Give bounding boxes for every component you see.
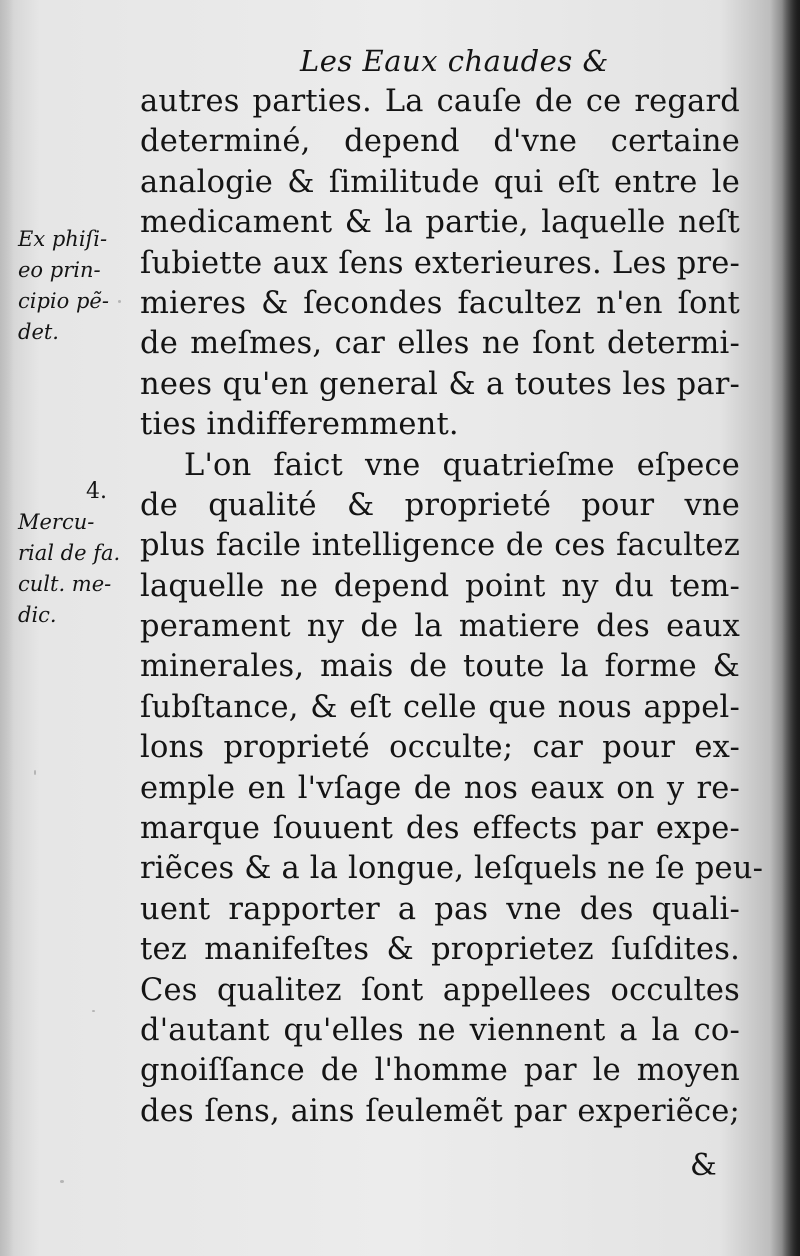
text-line: d'autant qu'elles ne viennent a la co- xyxy=(140,1012,740,1048)
margin-note-line: eo prin- xyxy=(18,258,101,282)
text-line: emple en l'vſage de nos eaux on y re- xyxy=(140,770,740,806)
page-left-edge xyxy=(0,0,14,1256)
text-line: de meſmes, car elles ne ſont determi- xyxy=(140,326,740,362)
text-line: nees qu'en general & a toutes les par- xyxy=(140,366,740,402)
text-line: uent rapporter a pas vne des quali- xyxy=(140,891,740,927)
running-head: Les Eaux chaudes & xyxy=(300,44,609,78)
text-line: ſubiette aux ſens exterieures. Les pre- xyxy=(140,245,740,281)
text-line: autres parties. La cauſe de ce regard xyxy=(140,84,740,119)
paragraph-start-line: L'on faict vne quatrieſme eſpece xyxy=(184,447,740,483)
text-line: des ſens, ains ſeulemẽt par experiẽce; xyxy=(140,1093,740,1129)
text-line: minerales, mais de toute la forme & xyxy=(140,649,740,685)
margin-note-mercurial xyxy=(18,476,120,631)
paper-speck xyxy=(34,770,36,775)
margin-note-line: cult. me- xyxy=(18,572,112,596)
text-line: Ces qualitez ſont appellees occultes xyxy=(140,972,740,1008)
body-text xyxy=(140,82,764,1132)
text-line: plus facile intelligence de ces facultez xyxy=(140,528,740,564)
page-gutter-shadow xyxy=(782,0,800,1256)
margin-note-line: Ex phiſi- xyxy=(18,227,108,251)
margin-note-physical-principle xyxy=(18,224,109,348)
text-line: riẽces & a la longue, leſquels ne ſe peu- xyxy=(140,851,764,887)
text-line: gnoiſſance de l'homme par le moyen xyxy=(140,1053,740,1089)
paper-speck xyxy=(60,1180,64,1183)
text-line: lons proprieté occulte; car pour ex- xyxy=(140,730,740,766)
margin-note-line: Mercu- xyxy=(18,510,95,534)
margin-note-line: det. xyxy=(18,320,59,344)
text-line: marque ſouuent des effects par expe- xyxy=(140,811,740,847)
margin-note-line: rial de fa. xyxy=(18,541,121,565)
text-line: ties indifferemment. xyxy=(140,407,459,443)
paper-speck xyxy=(92,1010,95,1012)
text-line: de qualité & proprieté pour vne xyxy=(140,487,740,523)
text-line: mieres & ſecondes facultez n'en ſont xyxy=(140,285,740,321)
margin-note-line: cipio pẽ- xyxy=(18,289,109,313)
paper-speck xyxy=(118,300,121,303)
text-line: perament ny de la matiere des eaux xyxy=(140,609,740,645)
text-line: laquelle ne depend point ny du tem- xyxy=(140,568,740,604)
text-line: analogie & ſimilitude qui eſt entre le xyxy=(140,164,740,200)
text-line: determiné, depend d'vne certaine xyxy=(140,124,740,160)
text-line: medicament & la partie, laquelle neſt xyxy=(140,205,740,241)
catchword: & xyxy=(690,1148,717,1183)
margin-note-line: dic. xyxy=(18,603,57,627)
text-line: ſubſtance, & eſt celle que nous appel- xyxy=(140,689,740,725)
margin-note-number: 4. xyxy=(86,479,107,504)
text-line: tez manifeſtes & proprietez ſuſdites. xyxy=(140,932,740,968)
